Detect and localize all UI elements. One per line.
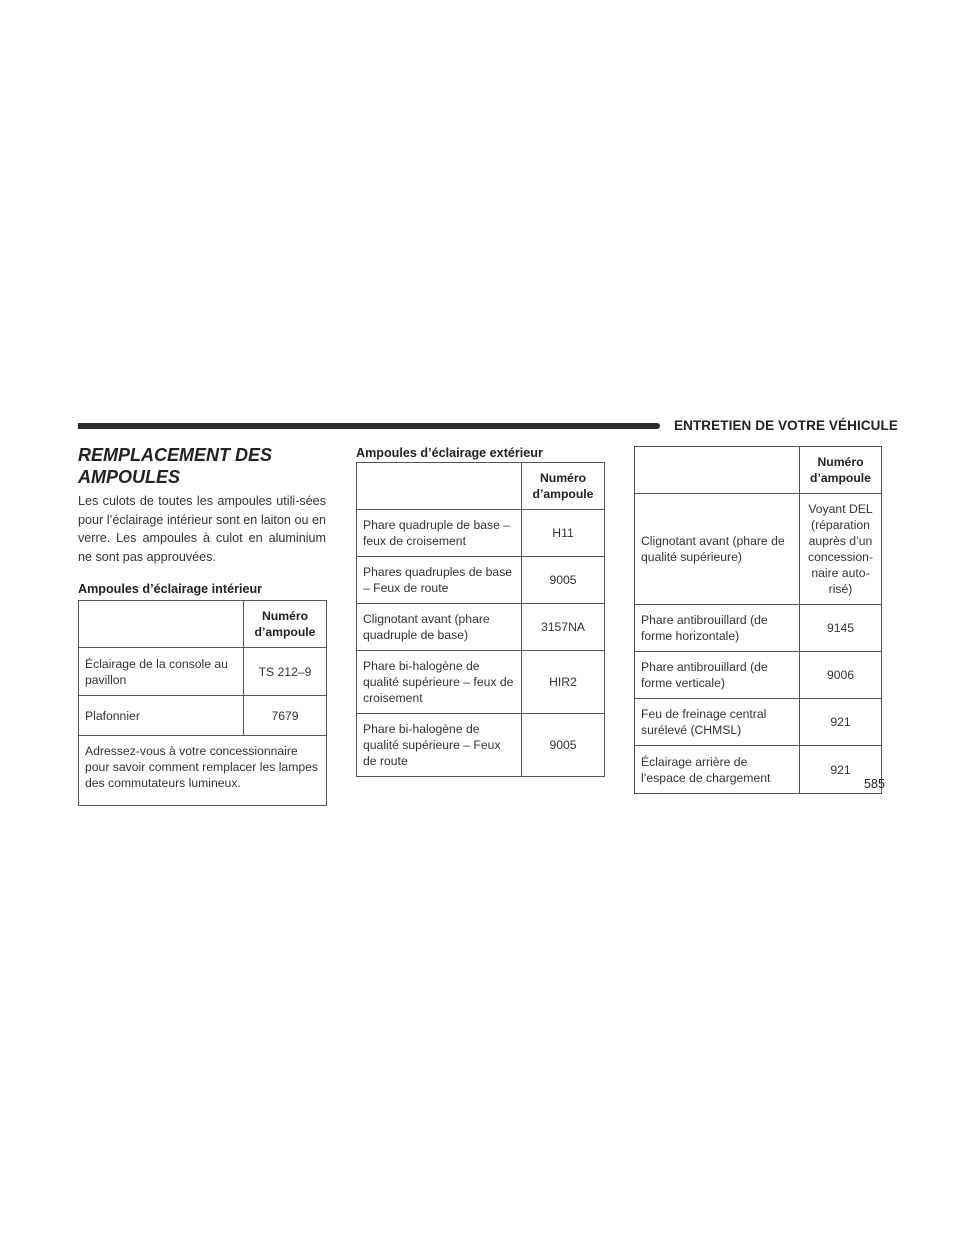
section-title: REMPLACEMENT DES AMPOULES (78, 445, 273, 487)
table-row (357, 651, 605, 714)
table-header-row (79, 601, 327, 648)
bulb-location: Phares quadruples de base – Feux de route (357, 557, 522, 604)
table-row (357, 714, 605, 777)
bulb-number: 9145 (800, 605, 882, 652)
empty-header-cell (635, 447, 800, 494)
bulb-number: TS 212–9 (244, 648, 327, 696)
table-row (635, 746, 882, 794)
column-header: Numéro d’ampoule (800, 447, 882, 494)
table-row (357, 557, 605, 604)
exterior-bulb-table (356, 462, 605, 777)
bulb-location: Feu de freinage central surélevé (CHMSL) (635, 699, 800, 746)
bulb-location: Clignotant avant (phare de qualité supérieure) (635, 494, 800, 605)
table-header-row (635, 447, 882, 494)
table-row (357, 604, 605, 651)
interior-bulb-table (78, 600, 327, 806)
table-row (635, 699, 882, 746)
bulb-location: Phare bi-halogène de qualité supérieure – feux de croisement (357, 651, 522, 714)
bulb-location: Éclairage arrière de l’espace de chargement (635, 746, 800, 794)
bulb-location: Phare bi-halogène de qualité supérieure – Feux de route (357, 714, 522, 777)
bulb-number: 921 (800, 699, 882, 746)
table-note-row (79, 736, 327, 806)
bulb-location: Phare quadruple de base – feux de croisement (357, 510, 522, 557)
table-header-row (357, 463, 605, 510)
column-header: Numéro d’ampoule (244, 601, 327, 648)
bulb-number: 3157NA (522, 604, 605, 651)
table-note: Adressez-vous à votre concessionnaire pour savoir comment remplacer les lampes des commutateurs lumineux. (79, 736, 327, 806)
column-header: Numéro d’ampoule (522, 463, 605, 510)
bulb-location: Phare antibrouillard (de forme horizontale) (635, 605, 800, 652)
header-rule (78, 423, 660, 429)
page-number: 585 (864, 777, 886, 791)
bulb-location: Plafonnier (79, 696, 244, 736)
bulb-number: 9005 (522, 714, 605, 777)
empty-header-cell (357, 463, 522, 510)
bulb-number: 9005 (522, 557, 605, 604)
bulb-number: 7679 (244, 696, 327, 736)
bulb-number: Voyant DEL (réparation auprès d’un concession-naire auto-risé) (800, 494, 882, 605)
exterior-heading: Ampoules d’éclairage extérieur (356, 446, 543, 460)
bulb-location: Clignotant avant (phare quadruple de base) (357, 604, 522, 651)
bulb-number: H11 (522, 510, 605, 557)
bulb-location: Phare antibrouillard (de forme verticale) (635, 652, 800, 699)
table-row (635, 652, 882, 699)
bulb-location: Éclairage de la console au pavillon (79, 648, 244, 696)
bulb-number: HIR2 (522, 651, 605, 714)
bulb-number: 921 (800, 746, 882, 794)
table-row (79, 648, 327, 696)
interior-heading: Ampoules d’éclairage intérieur (78, 582, 263, 596)
exterior-bulb-table-continued (634, 446, 882, 794)
table-row (635, 494, 882, 605)
chapter-title: ENTRETIEN DE VOTRE VÉHICULE (674, 418, 898, 433)
table-row (357, 510, 605, 557)
intro-paragraph: Les culots de toutes les ampoules utili-sées pour l’éclairage intérieur sont en laiton ou en verre. Les ampoules à culot en aluminium ne sont pas approuvées. (78, 494, 326, 564)
empty-header-cell (79, 601, 244, 648)
table-row (635, 605, 882, 652)
bulb-number: 9006 (800, 652, 882, 699)
table-row (79, 696, 327, 736)
